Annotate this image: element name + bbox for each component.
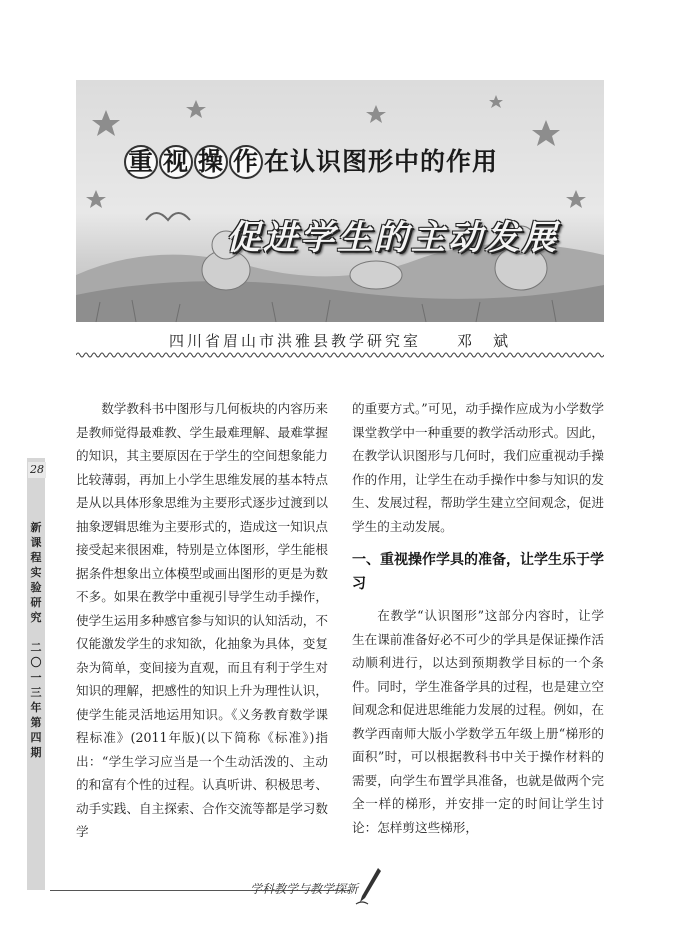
paragraph: 数学教科书中图形与几何板块的内容历来是教师觉得最难教、学生最难理解、最难掌握的知识，其主要原因在于学生的空间想象能力比较薄弱，再加上小学生思维发展的基本特点是从以具体形象思维为主要形式逐步过渡到以抽象逻辑思维为主要形式的，造成这一知识点接受起来很困难，特别是立体图形，学生能根据条件想象出立体模型或画出图形的更是为数不多。如果在教学中重视引导学生动手操作，使学生运用多种感官参与知识的认知活动，不仅能激发学生的求知欲，化抽象为具体，变复杂为简单，变间接为直观，而且有利于学生对知识的理解，把感性的知识上升为理性认识，使学生能灵活地运用知识。《义务教育数学课程标准》(2011年版)(以下简称《标准》)指出：“学生学习应当是一个生动活泼的、主动的和富有个性的过程。认真听讲、积极思考、动手实践、自主探索、合作交流等都是学习数学 [76, 401, 328, 839]
paragraph: 的重要方式。”可见，动手操作应成为小学数学课堂教学中一种重要的教学活动形式。因此，在教学认识图形与几何时，我们应重视动手操作的作用，让学生在动手操作中参与知识的发生、发展过程，帮助学生建立空间观念，促进学生的主动发展。 [352, 401, 605, 534]
journal-issue: 二 〇 一 三 年 第 四 期 [30, 641, 42, 759]
body-column-left [76, 397, 328, 844]
title-ring-char: 视 [159, 145, 193, 179]
body-column-right [352, 397, 604, 839]
journal-name [28, 520, 44, 760]
title-ring-char: 作 [229, 145, 263, 179]
wavy-divider [76, 351, 604, 359]
article-subtitle: 促进学生的主动发展 [226, 218, 559, 258]
footer-column-title: 学科教学与教学探新 [250, 882, 359, 896]
banner-illustration [76, 80, 604, 322]
page-number: 28 [30, 463, 44, 476]
title-ring-char: 操 [194, 145, 228, 179]
article-title [124, 142, 498, 179]
title-rest: 在认识图形中的作用 [264, 147, 499, 176]
section-heading: 一、重视操作学具的准备，让学生乐于学习 [352, 552, 604, 592]
header-banner [76, 80, 604, 322]
paragraph: 在教学“认识图形”这部分内容时，让学生在课前准备好必不可少的学具是保证操作活动顺利进行，以达到预期教学目标的一个条件。同时，学生准备学具的过程，也是建立空间观念和促进思维能力发展的过程。例如，在教学西南师大版小学数学五年级上册“梯形的面积”时，可以根据教科书中关于操作材料的需要，向学生布置学具准备，也就是做两个完全一样的梯形，并安排一定的时间让学生讨论：怎样剪这些梯形， [352, 608, 604, 835]
title-ring-char: 重 [124, 145, 158, 179]
journal-title: 新 课 程 实 验 研 究 [30, 521, 42, 624]
author-line: 四川省眉山市洪雅县教学研究室 邓 斌 [168, 332, 511, 350]
pen-icon [354, 866, 384, 906]
